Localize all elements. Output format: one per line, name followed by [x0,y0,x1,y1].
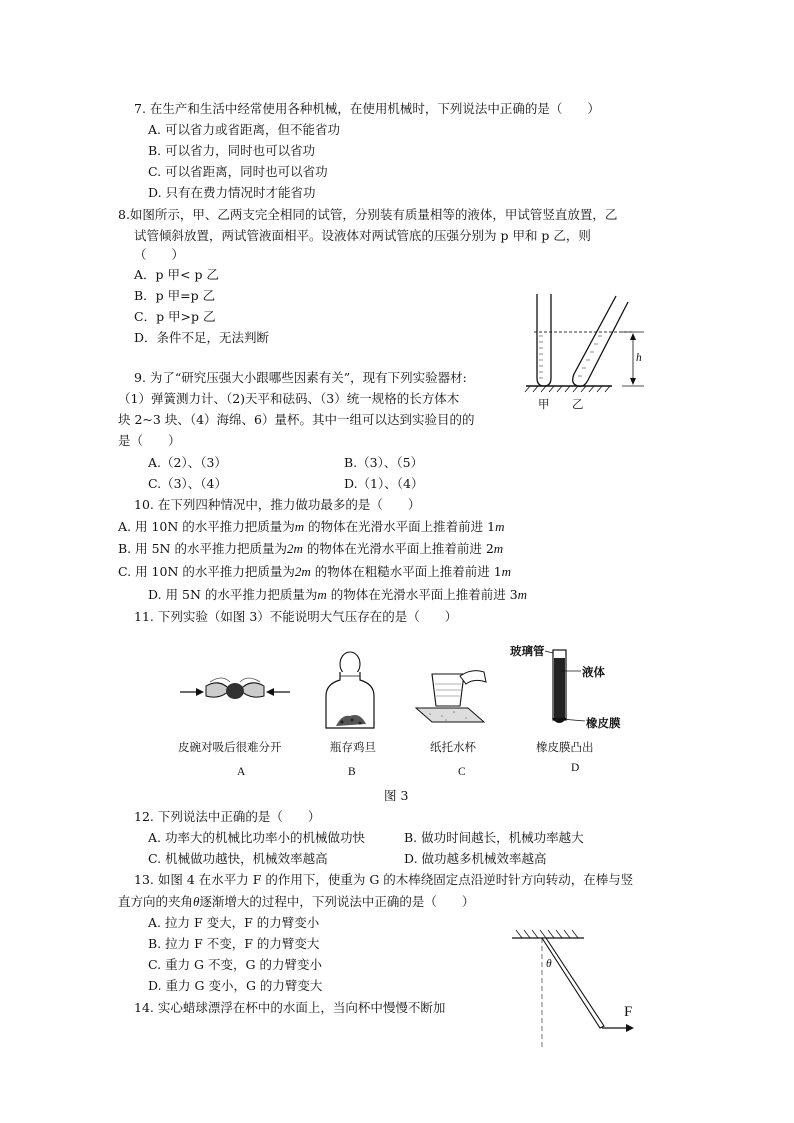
q7-option-d: D. 只有在费力情况时才能省功 [148,185,316,200]
q7-stem: 7. 在生产和生活中经常使用各种机械，在使用机械时，下列说法中正确的是（ ） [134,101,600,116]
q8-option-a: A．p 甲< p 乙 [134,267,219,282]
q8-stem-line1: 8.如图所示，甲、乙两支完全相同的试管，分别装有质量相等的液体，甲试管竖直放置，乙 [118,207,618,222]
panel-c-letter: C [458,766,466,778]
q7-option-a: A. 可以省力或省距离，但不能省功 [148,122,340,137]
tube-label-jia: 甲 [538,399,550,411]
q9-option-c: C.（3）、（4） [148,476,227,491]
q13-option-a: A. 拉力 F 变大，F 的力臂变小 [148,915,320,930]
q9-option-b: B.（3）、（5） [344,455,424,470]
rod-figure [506,926,646,1050]
q14-stem: 14. 实心蜡球漂浮在杯中的水面上，当向杯中慢慢不断加 [134,1000,446,1015]
tube-pointer-lines [545,645,605,725]
q10-option-d: D. 用 5N 的水平推力把质量为m 的物体在光滑水平面上推着前进 3m [148,587,528,602]
q11-stem: 11. 下列实验（如图 3）不能说明大气压存在的是（ ） [134,609,458,624]
q12-option-c: C. 机械做功越快，机械效率越高 [148,851,328,866]
q8-option-d: D．条件不足，无法判断 [134,330,270,345]
test-tubes-figure [520,290,660,414]
suction-cups-figure [180,660,290,720]
q7-option-b: B. 可以省力，同时也可以省功 [148,143,316,158]
theta-label: θ [546,958,552,970]
q12-option-a: A. 功率大的机械比功率小的机械做功快 [148,830,365,845]
q9-stem-line2: （1）弹簧测力计、（2)天平和砝码、（3）统一规格的长方体木 [118,391,460,406]
q12-option-d: D. 做功越多机械效率越高 [404,851,547,866]
q9-option-d: D.（1）、（4） [344,476,424,491]
q10-option-c: C. 用 10N 的水平推力把质量为2m 的物体在粗糙水平面上推着前进 1m [118,564,512,579]
q13-stem-line1: 13. 如图 4 在水平力 F 的作用下，使重为 G 的木棒绕固定点沿逆时针方向转动，在棒与竖 [134,872,634,887]
panel-a-caption: 皮碗对吸后很难分开 [178,740,282,754]
q10-option-b: B. 用 5N 的水平推力把质量为2m 的物体在光滑水平面上推着前进 2m [118,541,504,556]
membrane-label: 橡皮膜 [586,716,621,730]
q9-stem-line3: 块 2~3 块、（4）海绵、6）量杯。其中一组可以达到实验目的的 [118,412,475,427]
q13-option-b: B. 拉力 F 不变，F 的力臂变大 [148,936,320,951]
panel-b-letter: B [348,766,356,778]
tube-label-yi: 乙 [572,399,584,411]
q10-stem: 10. 在下列四种情况中，推力做功最多的是（ ） [134,497,421,512]
liquid-label: 液体 [582,665,605,679]
bottle-egg-figure [322,650,378,732]
panel-d-letter: D [571,762,580,774]
q9-stem-line4: 是（ ） [118,433,181,448]
force-label: F [624,1004,633,1020]
q9-stem-line1: 9. 为了“研究压强大小跟哪些因素有关”，现有下列实验器材: [134,370,467,385]
q9-option-a: A.（2）、（3） [148,455,227,470]
q8-stem-line3: （ ） [134,247,185,262]
panel-a-letter: A [237,766,246,778]
q8-option-c: C．p 甲>p 乙 [134,309,216,324]
q13-stem-line2: 直方向的夹角θ逐渐增大的过程中，下列说法中正确的是（ ） [118,894,475,909]
height-label: h [636,352,642,364]
figure-3-title: 图 3 [384,788,409,803]
q8-option-b: B．p 甲=p 乙 [134,288,216,303]
paper-cup-figure [410,664,490,726]
panel-c-caption: 纸托水杯 [430,740,476,754]
panel-d-caption: 橡皮膜凸出 [536,740,594,754]
q10-option-a: A. 用 10N 的水平推力把质量为m 的物体在光滑水平面上推着前进 1m [118,519,505,534]
q12-option-b: B. 做功时间越长，机械功率越大 [404,830,584,845]
q12-stem: 12. 下列说法中正确的是（ ） [134,809,321,824]
q13-option-c: C. 重力 G 不变，G 的力臂变小 [148,957,322,972]
panel-b-caption: 瓶存鸡旦 [330,740,376,754]
q13-option-d: D. 重力 G 变小，G 的力臂变大 [148,978,323,993]
glass-tube-label: 玻璃管 [510,644,545,658]
q8-stem-line2: 试管倾斜放置，两试管液面相平。设液体对两试管底的压强分别为 p 甲和 p 乙，则 [134,228,591,243]
q7-option-c: C. 可以省距离，同时也可以省功 [148,164,328,179]
